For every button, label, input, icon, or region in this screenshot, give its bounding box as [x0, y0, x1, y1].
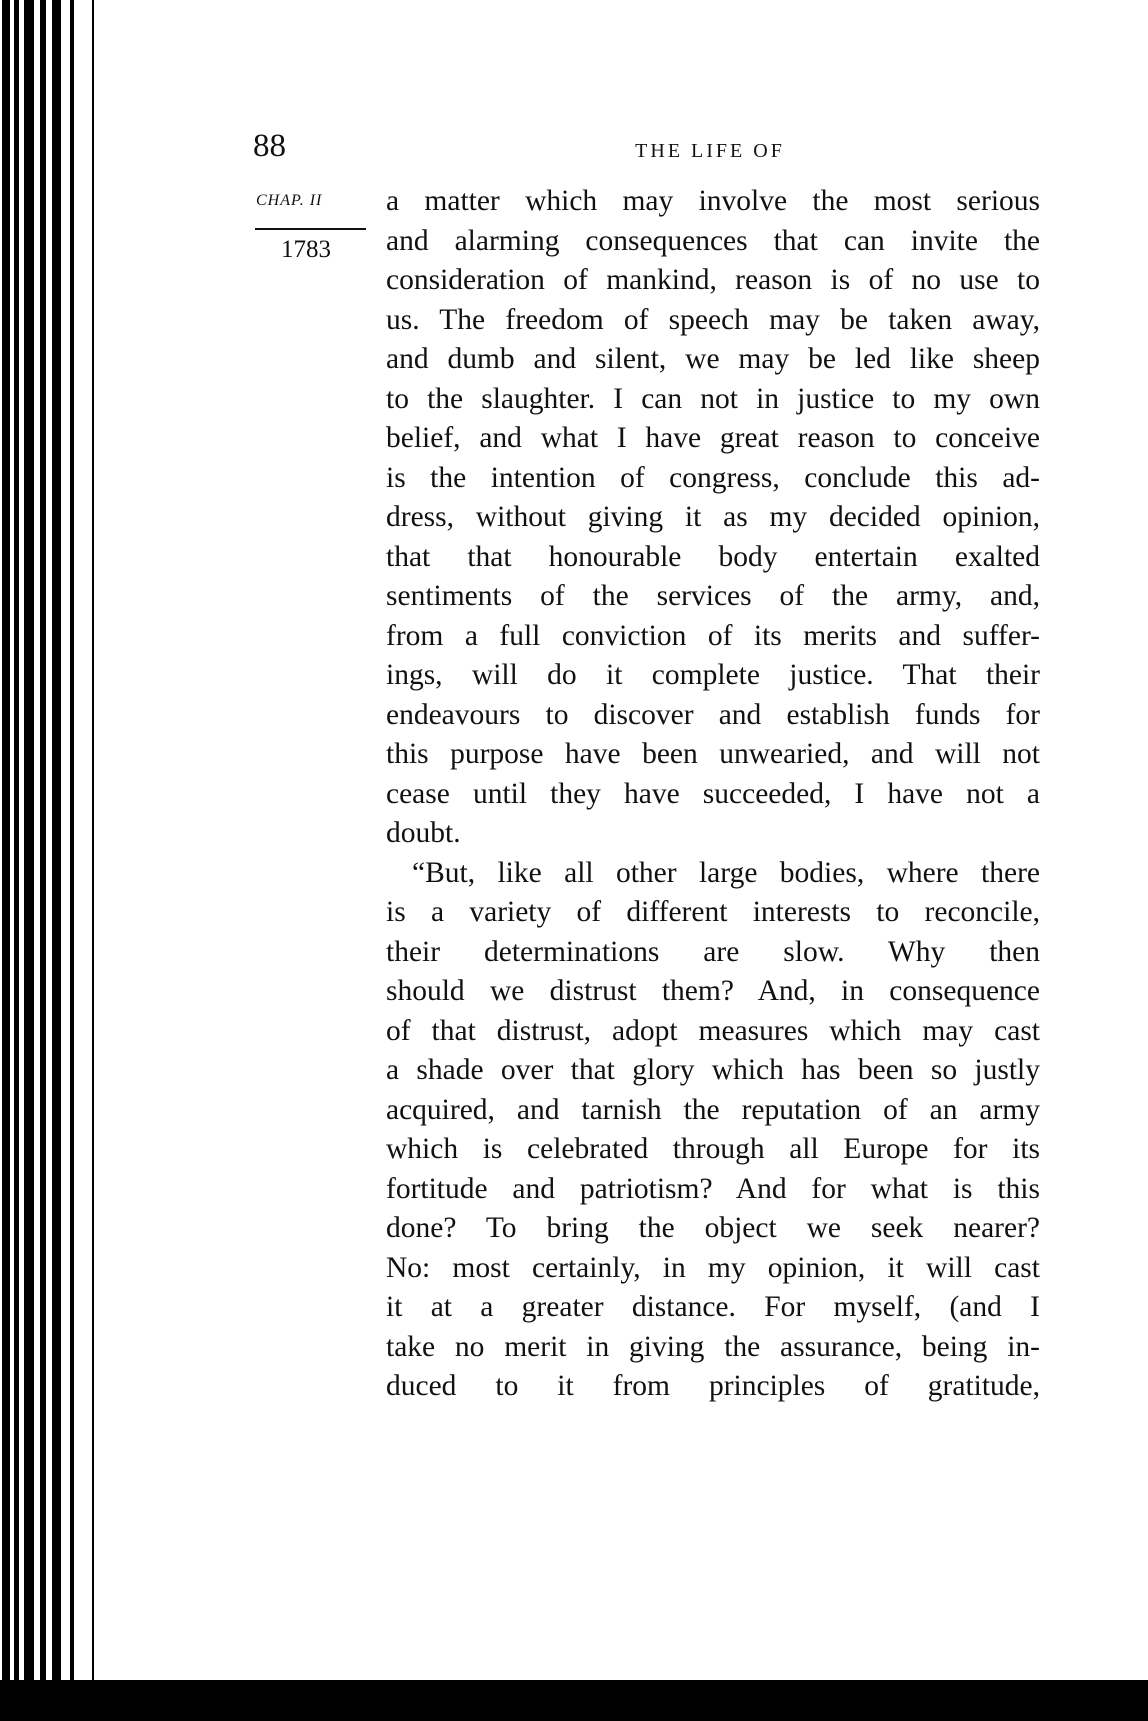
- page-number: 88: [253, 128, 286, 164]
- text-line: and alarming consequences that can invite the: [386, 224, 1040, 257]
- text-line: take no merit in giving the assurance, being in-: [386, 1330, 1040, 1363]
- text-line: belief, and what I have great reason to conceive: [386, 422, 1040, 454]
- text-line: cease until they have succeeded, I have not a: [386, 777, 1040, 810]
- text-line: to the slaughter. I can not in justice to my own: [386, 382, 1040, 415]
- text-line: this purpose have been unwearied, and will not: [386, 738, 1040, 770]
- body-text: [386, 182, 1040, 1407]
- margin-rule: [255, 228, 366, 230]
- text-line: duced to it from principles of gratitude,: [386, 1370, 1040, 1402]
- text-line: endeavours to discover and establish funds for: [386, 698, 1040, 731]
- text-line: which is celebrated through all Europe for its: [386, 1133, 1040, 1165]
- text-line: is a variety of different interests to reconcile,: [386, 896, 1040, 928]
- text-line: it at a greater distance. For myself, (and I: [386, 1291, 1040, 1323]
- text-line: from a full conviction of its merits and suffer-: [386, 619, 1040, 652]
- text-line: of that distrust, adopt measures which may cast: [386, 1014, 1040, 1047]
- text-line: their determinations are slow. Why then: [386, 935, 1040, 968]
- text-line: dress, without giving it as my decided opinion,: [386, 501, 1040, 533]
- margin-chapter: CHAP. II: [256, 192, 323, 209]
- text-line: a shade over that glory which has been so justly: [386, 1054, 1040, 1086]
- text-line: a matter which may involve the most serious: [386, 185, 1040, 217]
- text-line: us. The freedom of speech may be taken away,: [386, 303, 1040, 336]
- text-line: doubt.: [386, 817, 461, 849]
- text-line: is the intention of congress, conclude this ad-: [386, 461, 1040, 494]
- text-line: No: most certainly, in my opinion, it will cast: [386, 1251, 1040, 1284]
- page-bottom-edge: [0, 1680, 1148, 1721]
- text-line: should we distrust them? And, in consequence: [386, 975, 1040, 1007]
- text-line: ings, will do it complete justice. That their: [386, 659, 1040, 691]
- text-line: done? To bring the object we seek nearer?: [386, 1212, 1040, 1244]
- text-line: “But, like all other large bodies, where there: [412, 856, 1040, 889]
- text-line: acquired, and tarnish the reputation of an army: [386, 1093, 1040, 1126]
- text-line: fortitude and patriotism? And for what is this: [386, 1172, 1040, 1205]
- text-line: sentiments of the services of the army, and,: [386, 580, 1040, 612]
- running-title: THE LIFE OF: [635, 140, 785, 162]
- book-binding-edge: [0, 0, 100, 1690]
- margin-year: 1783: [281, 236, 331, 263]
- text-line: that that honourable body entertain exalted: [386, 540, 1040, 573]
- text-line: consideration of mankind, reason is of no use to: [386, 264, 1040, 296]
- text-line: and dumb and silent, we may be led like sheep: [386, 343, 1040, 375]
